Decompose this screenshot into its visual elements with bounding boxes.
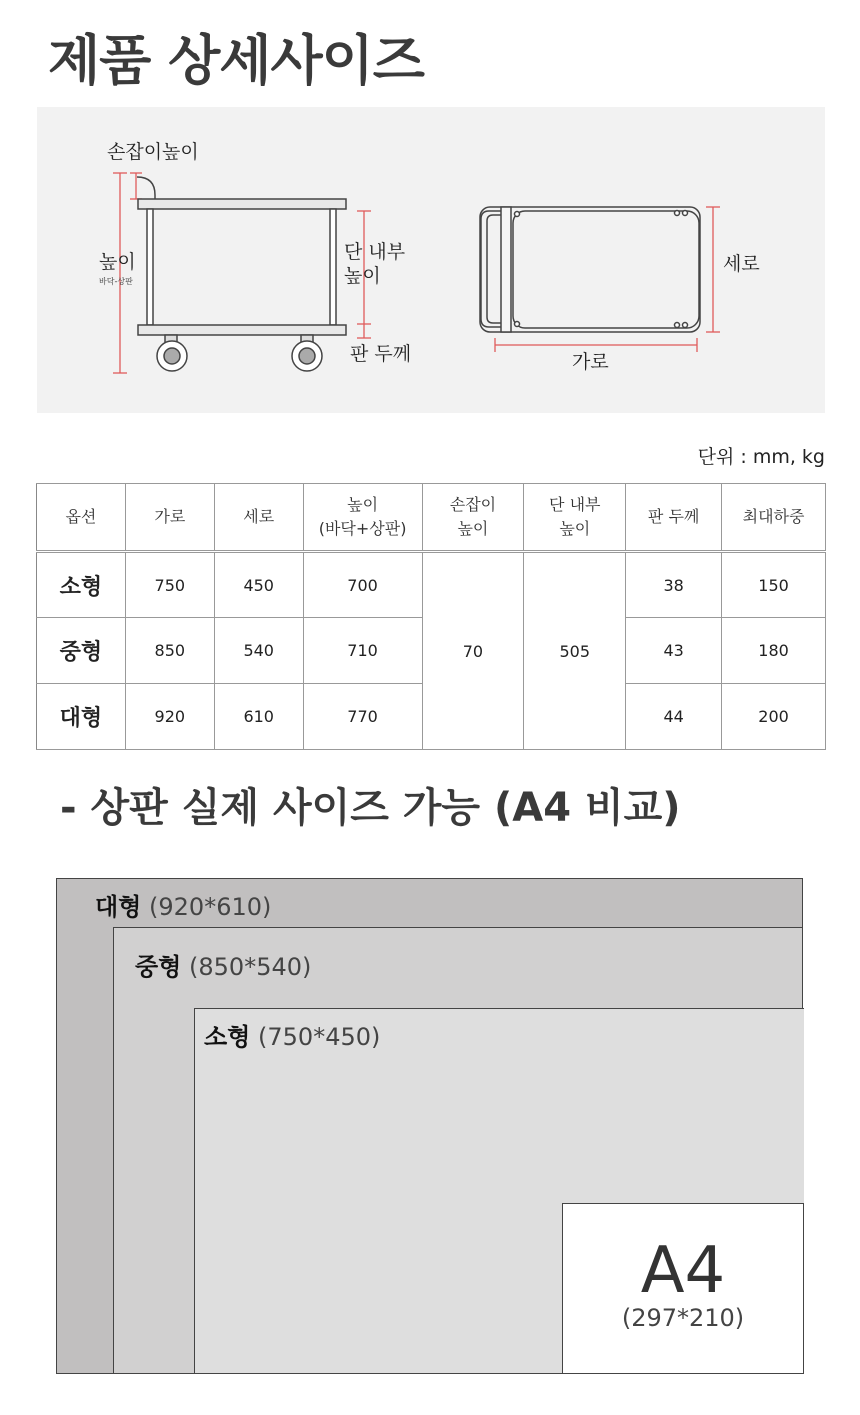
header-thickness: 판 두께	[626, 484, 722, 552]
header-height-line1: 높이	[347, 495, 379, 514]
height-sub-label: 바닥-상판	[99, 277, 133, 286]
compare-small-label	[204, 1017, 380, 1052]
table-header-row	[37, 484, 826, 552]
thickness-label: 판 두께	[350, 343, 412, 365]
row-max-load: 200	[722, 684, 826, 750]
unit-text: 단위 : mm, kg	[697, 446, 825, 468]
header-handle-line1: 손잡이	[449, 495, 497, 514]
compare-small-name: 소형	[204, 1023, 251, 1051]
compare-large-name: 대형	[95, 893, 142, 921]
row-depth: 610	[214, 684, 303, 750]
inner-height-label-line2: 높이	[344, 265, 381, 287]
compare-a4-sheet	[562, 1203, 804, 1374]
header-inner	[524, 484, 626, 552]
row-max-load: 180	[722, 618, 826, 684]
handle-height-label: 손잡이높이	[107, 141, 199, 163]
header-max-load: 최대하중	[722, 484, 826, 552]
compare-title: - 상판 실제 사이즈 가능 (A4 비교)	[60, 785, 681, 831]
row-thickness: 43	[626, 618, 722, 684]
top-measure-lines	[495, 207, 720, 352]
a4-label: A4	[640, 1234, 726, 1308]
cart-top-view	[480, 207, 700, 332]
header-option: 옵션	[37, 484, 126, 552]
header-handle	[422, 484, 524, 552]
header-width: 가로	[125, 484, 214, 552]
row-height: 710	[303, 618, 422, 684]
row-name: 소형	[37, 552, 126, 618]
row-height: 700	[303, 552, 422, 618]
compare-medium-name: 중형	[135, 953, 182, 981]
header-handle-line2: 높이	[457, 519, 489, 538]
page-title: 제품 상세사이즈	[48, 29, 424, 92]
header-height	[303, 484, 422, 552]
width-label: 가로	[572, 351, 609, 373]
cart-side-view	[137, 177, 346, 371]
spec-table	[36, 483, 826, 750]
row-depth: 540	[214, 618, 303, 684]
row-name: 중형	[37, 618, 126, 684]
header-inner-line1: 단 내부	[549, 495, 601, 514]
row-depth: 450	[214, 552, 303, 618]
header-inner-line2: 높이	[559, 519, 591, 538]
row-width: 850	[125, 618, 214, 684]
inner-height-label-line1: 단 내부	[344, 241, 406, 263]
compare-large-label	[95, 887, 271, 922]
header-height-line2: (바닥+상판)	[318, 519, 407, 538]
table-row	[37, 552, 826, 618]
shared-handle-height: 70	[422, 552, 524, 750]
row-width: 920	[125, 684, 214, 750]
a4-dims: (297*210)	[621, 1304, 745, 1332]
row-name: 대형	[37, 684, 126, 750]
shared-inner-height: 505	[524, 552, 626, 750]
compare-large-dims: (920*610)	[149, 893, 272, 921]
size-diagram	[37, 107, 825, 413]
depth-label: 세로	[723, 253, 760, 275]
compare-medium-label	[135, 947, 311, 982]
row-width: 750	[125, 552, 214, 618]
row-height: 770	[303, 684, 422, 750]
row-max-load: 150	[722, 552, 826, 618]
row-thickness: 44	[626, 684, 722, 750]
compare-medium-dims: (850*540)	[189, 953, 312, 981]
height-label: 높이	[99, 251, 136, 273]
row-thickness: 38	[626, 552, 722, 618]
compare-small-dims: (750*450)	[258, 1023, 381, 1051]
header-depth: 세로	[214, 484, 303, 552]
